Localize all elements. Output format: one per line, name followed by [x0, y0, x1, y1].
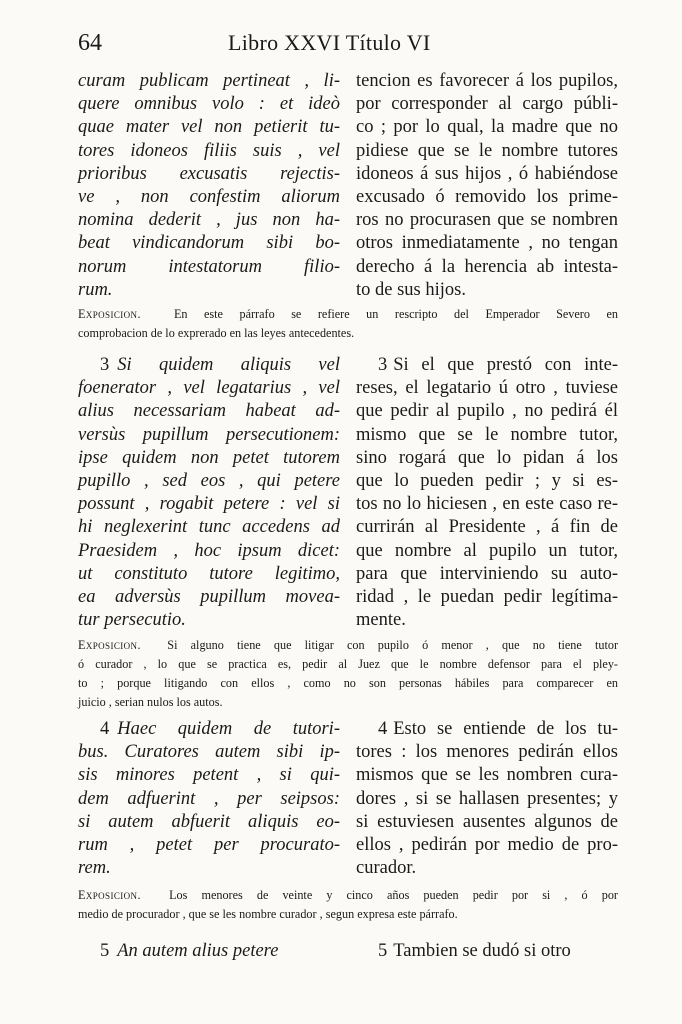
latin-line: possunt , rogabit petere : vel si — [78, 494, 340, 515]
exposicion-label: Exposicion. — [78, 307, 141, 321]
spanish-line: que pedir al pupilo , no pedirá él — [356, 401, 618, 422]
latin-column — [78, 718, 340, 880]
exposicion-note — [78, 636, 618, 712]
spanish-line: to de sus hijos. — [356, 279, 466, 300]
exposicion-line — [78, 305, 618, 324]
spanish-line: co ; por lo qual, la madre que no — [356, 117, 618, 138]
latin-line: quere omnibus volo : et ideò — [78, 94, 340, 115]
spanish-line: ridad , le puedan pedir legítima- — [356, 586, 618, 607]
latin-line: foenerator , vel legatarius , vel — [78, 378, 340, 399]
exposicion-label: Exposicion. — [78, 638, 141, 652]
paragraph-number: 3 — [378, 355, 388, 375]
spanish-column — [356, 940, 618, 963]
exposicion-line: comprobacion de lo exprerado en las leyes antecedentes. — [78, 326, 355, 340]
page-header — [78, 30, 618, 64]
spanish-line: mismos que se les nombren cura- — [356, 765, 618, 786]
latin-line: Praesidem , hoc ipsum dicet: — [78, 540, 340, 561]
paragraph-number: 5 — [100, 941, 110, 961]
spanish-line: idoneos á sus hijos , ó habiéndose — [356, 163, 618, 184]
exposicion-text: Si alguno tiene que litigar con pupilo ó menor , que no tiene tutor — [167, 638, 619, 652]
latin-line: si autem abfuerit aliquis eo- — [78, 811, 340, 832]
spanish-line: sino rogará que lo pidan á los — [356, 447, 618, 468]
exposicion-line — [78, 636, 618, 655]
exposicion-line: to ; porque litigando con ellos , como no son personas hábiles para comparecer en — [78, 676, 618, 690]
latin-column — [78, 940, 340, 963]
latin-line: norum intestatorum filio- — [78, 256, 340, 277]
latin-line: prioribus excusatis rejectis- — [78, 163, 340, 184]
paragraph-number: 3 — [100, 355, 110, 375]
running-title: Libro XXVI Título VI — [228, 30, 431, 55]
latin-line: rum , petet per procurato- — [78, 834, 340, 855]
latin-line: curam publicam pertineat , li- — [78, 71, 340, 91]
spanish-line: pidiese que se le nombre tutores — [356, 140, 618, 161]
latin-line: rum. — [78, 279, 113, 300]
latin-line: nomina dederit , jus non ha- — [78, 210, 340, 231]
latin-line: hi neglexerint tunc accedens ad — [78, 517, 340, 538]
spanish-line: curador. — [356, 858, 417, 879]
latin-line: beat vindicandorum sibi bo- — [78, 233, 340, 254]
latin-line: tur persecutio. — [78, 610, 186, 631]
spanish-line: que nombre al pupilo un tutor, — [356, 540, 618, 561]
latin-line: dem adfuerint , per seipsos: — [78, 788, 340, 809]
page-number: 64 — [78, 30, 102, 56]
spanish-line: derecho á la herencia ab intesta- — [356, 256, 618, 277]
latin-line: bus. Curatores autem sibi ip- — [78, 742, 340, 763]
exposicion-line: juicio , serian nulos los autos. — [78, 695, 223, 709]
exposicion-line — [78, 886, 618, 905]
latin-line: 4 Haec quidem de tutori- — [100, 719, 340, 739]
latin-line: versùs pupillum persecutionem: — [78, 424, 340, 445]
spanish-line: 4 Esto se entiende de los tu- — [378, 719, 618, 739]
latin-line: ea adversùs pupillum movea- — [78, 586, 340, 607]
latin-column — [78, 70, 340, 302]
exposicion-line: medio de procurador , que se les nombre curador , segun expresa este párrafo. — [78, 907, 458, 921]
exposicion-note — [78, 305, 618, 343]
exposicion-note — [78, 886, 618, 924]
spanish-line: mismo que se le nombre tutor, — [356, 424, 618, 445]
latin-line: ipse quidem non petet tutorem — [78, 447, 340, 468]
spanish-line: que lo pueden pedir ; y si es- — [356, 470, 618, 491]
latin-line: 5 An autem alius petere — [100, 941, 279, 961]
latin-line: ut constituto tutore legitimo, — [78, 563, 340, 584]
latin-line: ve , non confestim aliorum — [78, 186, 340, 207]
spanish-line: ros no procurasen que se nombren — [356, 210, 618, 231]
spanish-line: por corresponder al cargo públi- — [356, 94, 618, 115]
latin-line: sis minores petent , si qui- — [78, 765, 340, 786]
spanish-line: currirán al Presidente , á fin de — [356, 517, 618, 538]
spanish-line: mente. — [356, 610, 406, 631]
spanish-line: reses, el legatario ú otro , tuviese — [356, 378, 618, 399]
paragraph-number: 4 — [100, 719, 110, 739]
latin-line: rem. — [78, 858, 111, 879]
spanish-line: tores : los menores pedirán ellos — [356, 742, 618, 763]
exposicion-text: En este párrafo se refiere un rescripto del Emperador Severo en — [173, 307, 618, 321]
latin-line: pupillo , sed eos , qui petere — [78, 470, 340, 491]
latin-line: tores idoneos filiis suis , vel — [78, 140, 340, 161]
spanish-line: para que interviniendo su auto- — [356, 563, 618, 584]
spanish-line: excusado ó removido los prime- — [356, 186, 618, 207]
exposicion-text: Los menores de veinte y cinco años pueden pedir por si , ó por — [169, 888, 618, 902]
spanish-column — [356, 70, 618, 302]
paragraph-number: 4 — [378, 719, 388, 739]
spanish-column — [356, 354, 618, 632]
spanish-line: tos no lo hiciesen , en este caso re- — [356, 494, 618, 515]
paragraph-number: 5 — [378, 941, 388, 961]
spanish-line: ellos , pedirán por medio de pro- — [356, 834, 618, 855]
exposicion-line: ó curador , lo que se practica es, pedir al Juez que le nombre defensor para el pley- — [78, 657, 618, 671]
spanish-line: tencion es favorecer á los pupilos, — [356, 71, 618, 91]
exposicion-label: Exposicion. — [78, 888, 141, 902]
spanish-line: si estuviesen ausentes algunos de — [356, 811, 618, 832]
spanish-column — [356, 718, 618, 880]
spanish-line: otros inmediatamente , no tengan — [356, 233, 618, 254]
latin-line: alius necessariam habeat ad- — [78, 401, 340, 422]
spanish-line: 3 Si el que prestó con inte- — [378, 355, 618, 375]
spanish-line: 5 Tambien se dudó si otro — [378, 941, 571, 961]
latin-column — [78, 354, 340, 632]
latin-line: 3 Si quidem aliquis vel — [100, 355, 340, 375]
latin-line: quae mater vel non petierit tu- — [78, 117, 340, 138]
spanish-line: dores , si se hallasen presentes; y — [356, 788, 618, 809]
